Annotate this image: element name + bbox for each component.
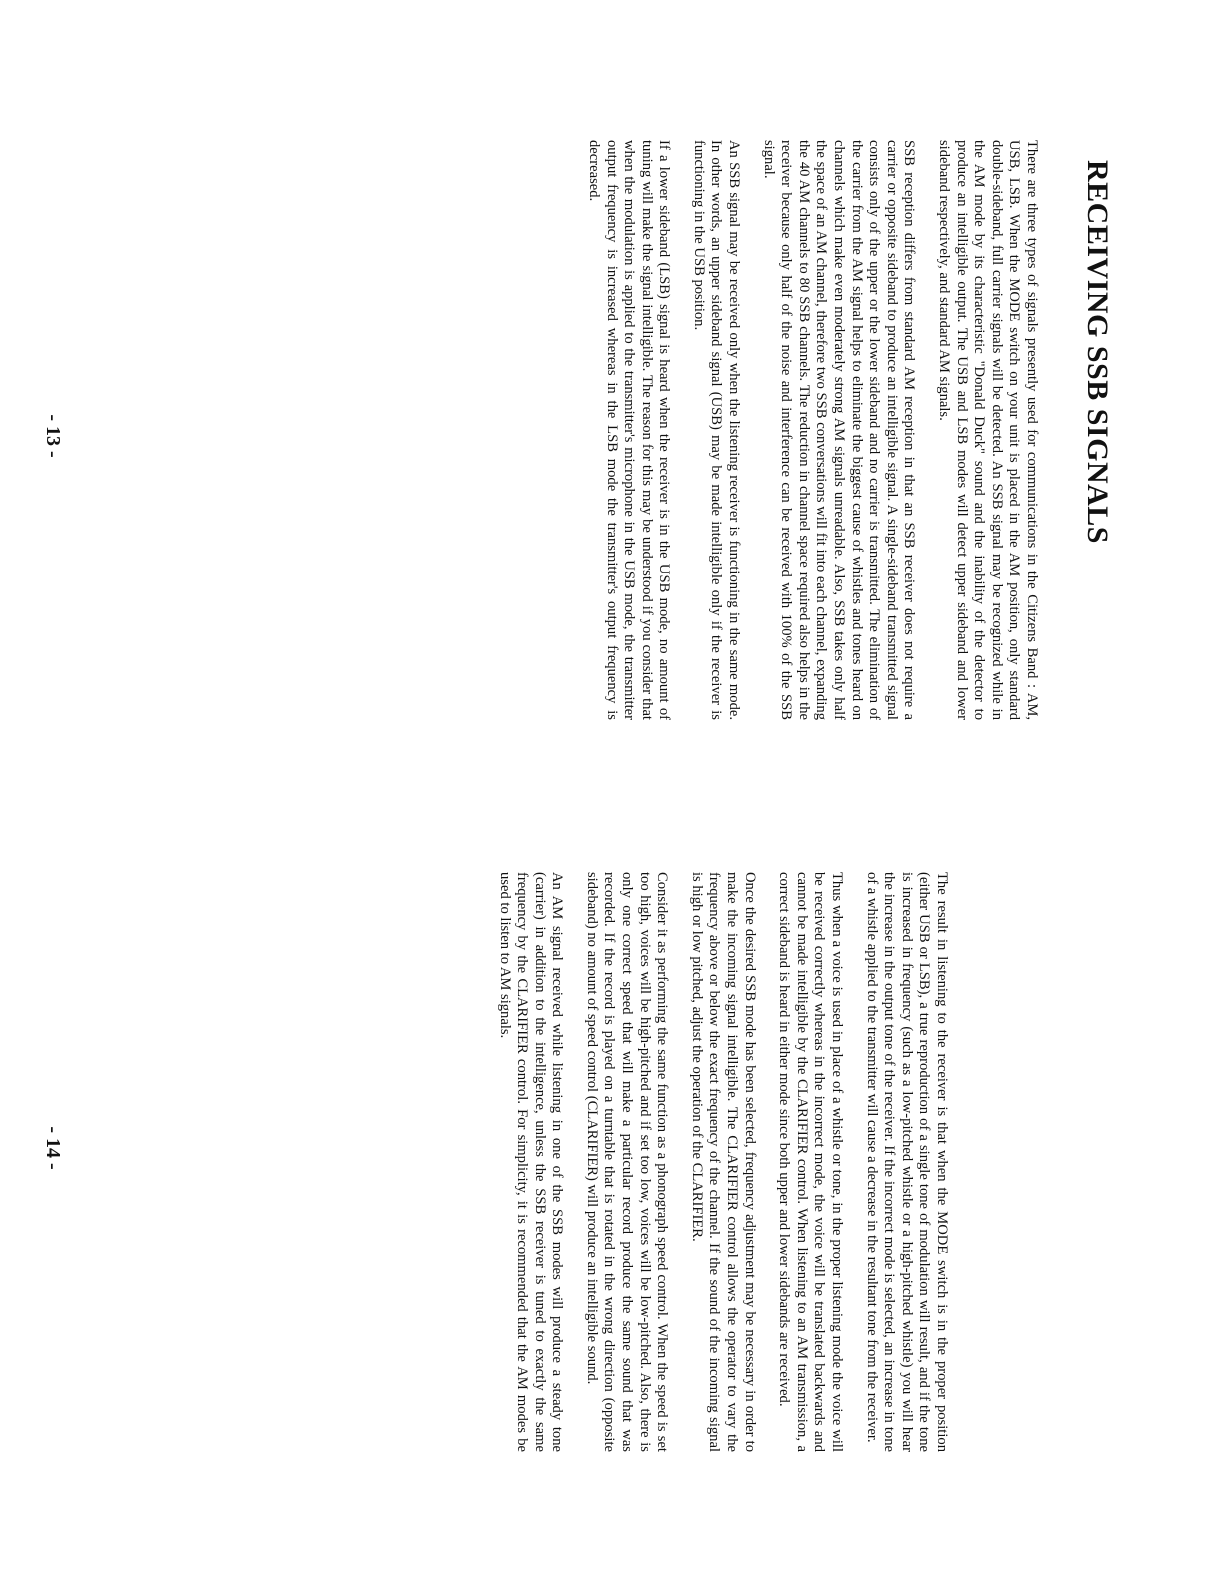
paragraph-voice: Thus when a voice is used in place of a whistle or tone, in the proper listening mode the voice will be received correctly whereas in the incorrect mode, the voice will be translated backwards and cannot be made intelligible by the CLARIFIER control. When listening to an AM transmission, a correct sideband is heard in either mode since both upper and lower sidebands are received.: [776, 872, 846, 1452]
page-number: - 14 -: [42, 1126, 64, 1170]
paragraph-signal-types: There are three types of signals presently used for communications in the Citizens Band : AM, USB, LSB. When the MODE switch on your unit is placed in the AM position, only standard double-sideband, full carrier signals will be detected. An SSB signal may be recognized while in the AM mode by its characteristic "Donald Duck" sound and the inability of the detector to produce an intelligible output. The USB and LSB modes will detect upper sideband and lower sideband respectively, and standard AM signals.: [936, 140, 1040, 720]
page-14: [0, 792, 1224, 1584]
paragraph-same-mode: An SSB signal may be received only when the listening receiver is functioning in the same mode. In other words, an upper sideband signal (USB) may be made intelligible only if the receiver is functioning in the USB position.: [690, 140, 743, 720]
left-column: [567, 140, 1114, 720]
paragraph-am-signal: An AM signal received while listening in one of the SSB modes will produce a steady tone (carrier) in addition to the intelligence, unless the SSB receiver is tuned to exactly the same frequency by the CLARIFIER control. For simplicity, it is recommended that the AM modes be used to listen to AM signals.: [496, 872, 566, 1452]
page-number: - 13 -: [42, 414, 64, 458]
right-column: [478, 872, 950, 1452]
paragraph-ssb-reception: SSB reception differs from standard AM reception in that an SSB receiver does not require a carrier or opposite sideband to produce an intelligible signal. A single-sideband transmitted signal consists only of the upper or the lower sideband and no carrier is transmitted. The elimination of the carrier from the AM signal helps to eliminate the biggest cause of whistles and tones heard on channels which make even moderately strong AM signals unreadable. Also, SSB takes only half the space of an AM channel, therefore two SSB conversations will fit into each channel, expanding the 40 AM channels to 80 SSB channels. The reduction in channel space required also helps in the receiver because only half of the noise and interference can be received with 100% of the SSB signal.: [760, 140, 918, 720]
paragraph-lsb-usb: If a lower sideband (LSB) signal is heard when the receiver is in the USB mode, no amount of tuning will make the signal intelligible. The reason for this may be understood if you consider that when the modulation is applied to the transmitter's microphone in the USB mode, the transmitter output frequency is increased whereas in the LSB mode the transmitter's output frequency is decreased.: [585, 140, 673, 720]
paragraph-result: The result in listening to the receiver is that when the MODE switch is in the proper position (either USB or LSB), a true reproduction of a single tone of modulation will result, and if the tone is increased in frequency (such as a low-pitched whistle or a high-pitched whistle) you will hear the increase in the output tone of the receiver. If the incorrect mode is selected, an increase in tone of a whistle applied to the transmitter will cause a decrease in the resultant tone from the receiver.: [863, 872, 950, 1452]
paragraph-phonograph: Consider it as performing the same function as a phonograph speed control. When the speed is set too high, voices will be high-pitched and if set too low, voices will be low-pitched. Also, there is only one correct speed that will make a particular record produce the same sound that was recorded. If the record is played on a turntable that is rotated in the wrong direction (opposite sideband) no amount of speed control (CLARIFIER) will produce an intelligible sound.: [583, 872, 671, 1452]
paragraph-clarifier: Once the desired SSB mode has been selected, frequency adjustment may be necessary in order to make the incoming signal intelligible. The CLARIFIER control allows the operator to vary the frequency above or below the exact frequency of the channel. If the sound of the incoming signal is high or low pitched, adjust the operation of the CLARIFIER.: [688, 872, 758, 1452]
section-title: RECEIVING SSB SIGNALS: [1081, 160, 1114, 544]
